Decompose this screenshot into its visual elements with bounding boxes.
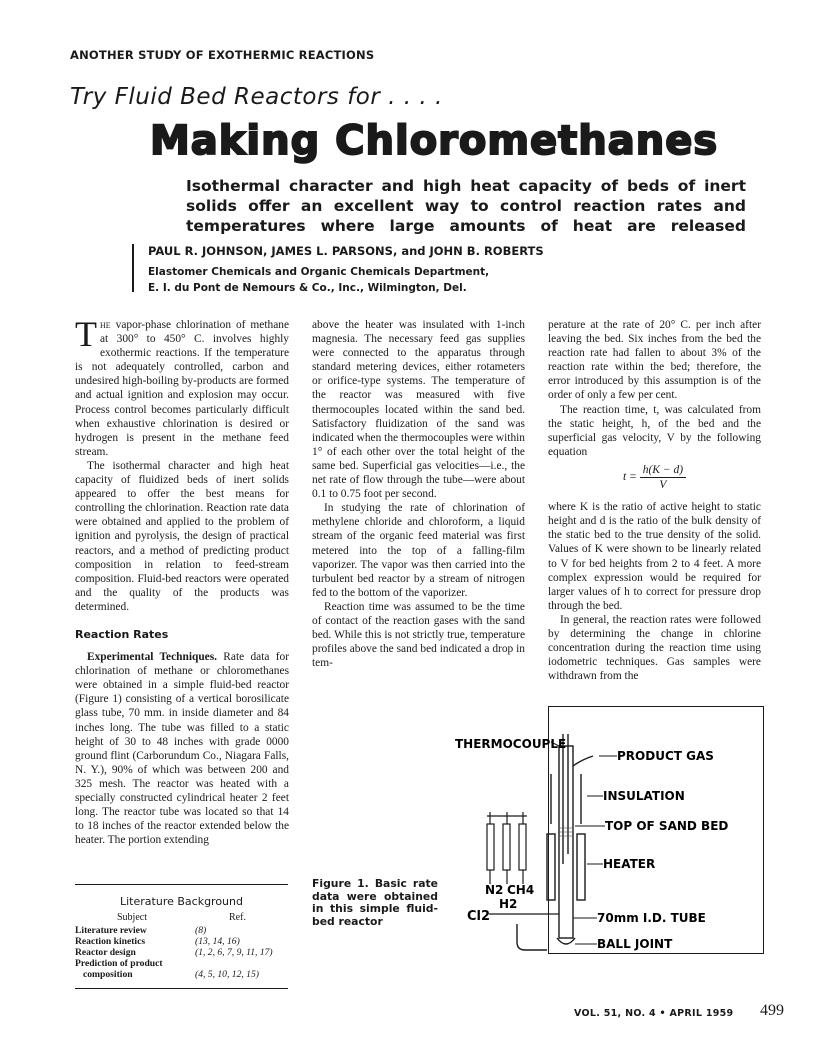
paragraph-text: vapor-phase chlorination of methane at 300° to 450° C. involves highly exothermic reactions. If the temperature is not adequately controlled, carbon and undesired high-boiling by-products are formed and actual ignition and explosion may occur. Process control becomes particularly difficult when exhaustive chlorination is desired or hydrogen is present in the methane feed stream.: [75, 319, 289, 458]
heater-label: HEATER: [603, 857, 656, 871]
paragraph: The isothermal character and high heat capacity of fluidized beds of inert solids appeared to offer the best means for controlling the chlorination. Reaction rate data were obtained and applied to the problem of ignition and pyrolysis, the design of practical reactors, and a method of predicting product composition in relation to feed-stream composition. Fluid-bed reactors were operated and the quality of the products was determined.: [75, 459, 289, 613]
tube-label: 70mm I.D. TUBE: [597, 911, 706, 925]
figure-caption: Figure 1. Basic rate data were obtained in this simple fluid-bed reactor: [312, 877, 438, 928]
body-column-2: [312, 318, 525, 670]
paragraph: above the heater was insulated with 1-inch magnesia. The necessary feed gas supplies were connected to the apparatus through standard metering devices, either rotameters or orifice-type systems. The temperature of the reactor was measured with five thermocouples located within the sand bed. Satisfactory fluidization of the sand was indicated when the thermocouples were within 1° of each other over the total height of the same bed. Superficial gas velocities—i.e., the net rate of flow through the tube—were about 0.1 to 0.75 foot per second.: [312, 319, 525, 501]
paragraph: The reaction time, t, was calculated from the static height, h, of the bed and the superficial gas velocity, V by the following equation: [548, 403, 761, 458]
paragraph: [75, 314, 289, 459]
literature-subject: Literature review: [75, 925, 147, 936]
n2-label: N2: [485, 883, 504, 897]
literature-subject: Prediction of product: [75, 958, 163, 969]
section-heading: Reaction Rates: [75, 627, 169, 641]
literature-subject: Reactor design: [75, 947, 136, 958]
sand-bed: [559, 828, 573, 836]
literature-ref: (1, 2, 6, 7, 9, 11, 17): [195, 947, 273, 958]
literature-row: [75, 958, 288, 969]
top-of-sand-bed-label: TOP OF SAND BED: [605, 819, 729, 833]
paragraph: Reaction time was assumed to be the time of contact of the reaction gases with the sand bed. While this is not strictly true, temperature profiles above the sand bed indicated a drop in tem-: [312, 600, 525, 670]
literature-row: [75, 936, 288, 947]
h2-label: H2: [499, 897, 518, 911]
insulation-label: INSULATION: [603, 789, 685, 803]
paragraph: In studying the rate of chlorination of methylene chloride and chloroform, a liquid stream of the organic feed material was first metered into the top of a falling-film vaporizer. The vapor was then carried into the turbulent bed reactor by a stream of nitrogen fed to the bottom of the vaporizer.: [312, 502, 525, 599]
author-rule: [132, 244, 134, 292]
page-number: 499: [760, 1002, 784, 1019]
literature-row: [75, 947, 288, 958]
equation-fraction: [640, 463, 686, 492]
paragraph: where K is the ratio of active height to static height and d is the ratio of the bulk density of the static bed to the true density of the solid. Values of K were shown to be linearly related to V for bed heights from 2 to 4 feet. A more complex expression would be required for larger values of h to correct for pressure drop through the bed.: [548, 501, 761, 612]
authors: PAUL R. JOHNSON, JAMES L. PARSONS, and JOHN B. ROBERTS: [148, 244, 544, 258]
cl2-label: Cl2: [467, 909, 491, 924]
literature-subject: Reaction kinetics: [75, 936, 146, 947]
affiliation-line-1: Elastomer Chemicals and Organic Chemicals Department,: [148, 266, 490, 278]
literature-col-subject: Subject: [117, 912, 147, 923]
ball-joint-label: BALL JOINT: [597, 937, 673, 951]
footer-issue: VOL. 51, NO. 4 • APRIL 1959: [574, 1008, 734, 1019]
equation-lhs: t =: [622, 471, 637, 484]
paragraph: In general, the reaction rates were followed by determining the change in chlorine concentration during the reaction time using iodometric techniques. Gas samples were withdrawn from the: [548, 613, 761, 683]
body-column-1: [75, 314, 289, 847]
literature-subject: composition: [83, 969, 133, 980]
literature-ref: (4, 5, 10, 12, 15): [195, 969, 259, 980]
run-in-heading: Experimental Techniques.: [87, 651, 218, 664]
paragraph: [75, 650, 289, 847]
literature-ref: (8): [195, 925, 207, 936]
paragraph: perature at the rate of 20° C. per inch after leaving the bed. Six inches from the bed the reaction rate had fallen to about 3% of the reaction rate within the bed; therefore, the error introduced by this assumption is of the order of only a few per cent.: [548, 319, 761, 402]
thermocouple-label: THERMOCOUPLE: [455, 737, 567, 751]
ch4-label: CH4: [507, 883, 535, 897]
page-title: Making Chloromethanes: [150, 118, 719, 164]
reactor-diagram: [447, 704, 765, 956]
equation-numerator: h(K − d): [640, 463, 686, 478]
literature-row: [75, 925, 288, 936]
equation: [548, 463, 761, 492]
product-gas-label: PRODUCT GAS: [617, 749, 714, 763]
rotameters: [487, 812, 559, 914]
title-lead: Try Fluid Bed Reactors for . . . .: [70, 84, 443, 110]
affiliation-line-2: E. I. du Pont de Nemours & Co., Inc., Wilmington, Del.: [148, 282, 467, 294]
drop-cap: T: [75, 314, 97, 354]
literature-col-ref: Ref.: [229, 912, 246, 923]
small-caps-lead: he: [100, 319, 111, 331]
kicker: ANOTHER STUDY OF EXOTHERMIC REACTIONS: [70, 48, 375, 62]
body-column-3: [548, 318, 761, 683]
equation-denominator: V: [659, 479, 667, 492]
literature-ref: (13, 14, 16): [195, 936, 240, 947]
literature-row: [75, 969, 288, 980]
literature-background-box: [75, 884, 288, 989]
literature-title: Literature Background: [120, 895, 243, 908]
literature-header-row: [75, 912, 288, 923]
paragraph-text: Rate data for chlorination of methane or chloromethanes were obtained in a simple fluid-bed reactor (Figure 1) consisting of a vertical borosilicate glass tube, 70 mm. in inside diameter and 84 inches long. The tube was filled to a static height of 30 to 48 inches with grade 0000 ground flint (Carborundum Co., Niagara Falls, N. Y.), 90% of which was between 200 and 325 mesh. The reactor was heated with a specially constructed cylindrical heater 2 feet long. The reactor tube was located so that 14 to 18 inches of the reactor extended below the heater. The portion extending: [75, 651, 289, 847]
subtitle: Isothermal character and high heat capacity of beds of inert solids offer an excellent way to control reaction rates and temperatures where large amounts of heat are released: [186, 177, 746, 235]
